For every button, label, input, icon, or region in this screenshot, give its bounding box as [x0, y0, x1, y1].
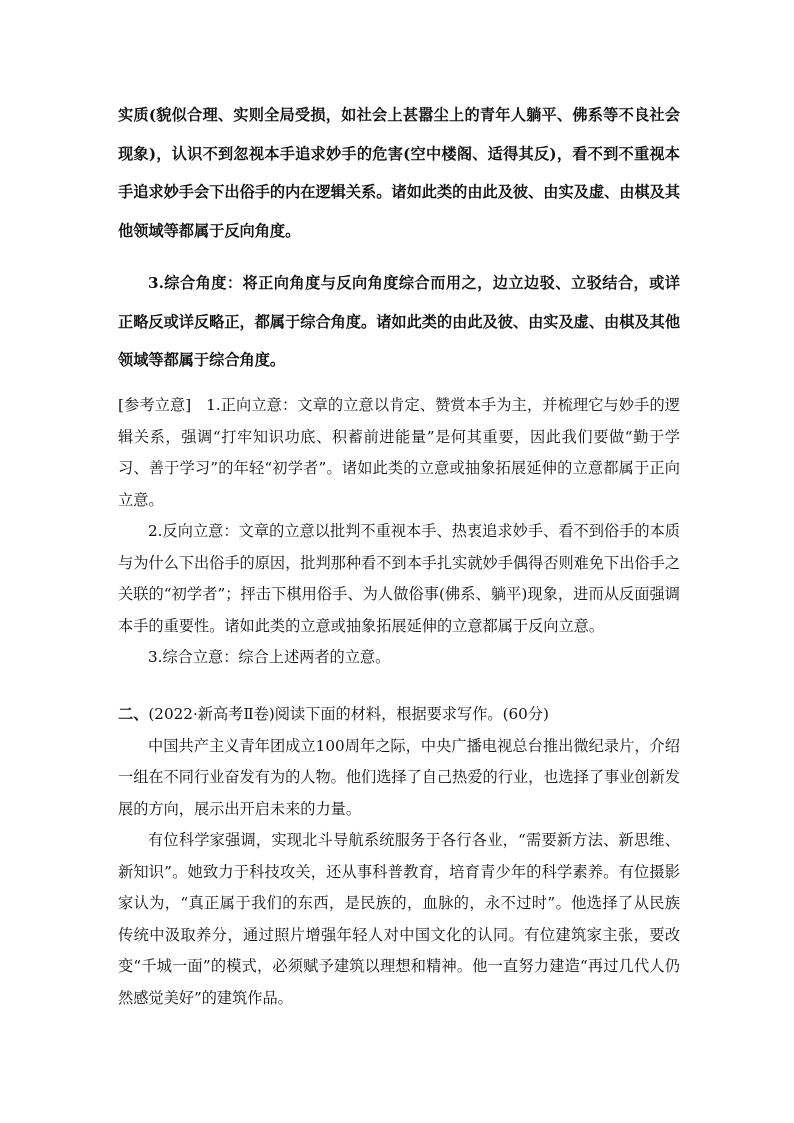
reference-ideas-section	[118, 390, 680, 674]
question-two-section	[118, 699, 680, 1014]
reference-item-positive	[118, 390, 680, 516]
synthesis-angle-paragraph: 3.综合角度：将正向角度与反向角度综合而用之，边立边驳、立驳结合，或详正略反或详反略正，都属于综合角度。诸如此类的由此及彼、由实及虚、由棋及其他领域等都属于综合角度。	[118, 274, 680, 369]
reference-item-combined: 3.综合立意：综合上述两者的立意。	[148, 648, 391, 666]
material-paragraph: 有位科学家强调，实现北斗导航系统服务于各行各业，“需要新方法、新思维、新知识”。她致力于科技攻关，还从事科普教育，培育青少年的科学素养。有位摄影家认为，“真正属于我们的东西，是民族的，血脉的，永不过时”。他选择了从民族传统中汲取养分，通过照片增强年轻人对中国文化的认同。有位建筑家主张，要改变“千城一面”的模式，必须赋予建筑以理想和精神。他一直努力建造“再过几代人仍然感觉美好”的建筑作品。	[118, 831, 680, 1007]
analysis-continuation	[118, 96, 680, 250]
material-paragraph: 中国共产主义青年团成立100周年之际，中央广播电视总台推出微纪录片，介绍一组在不同行业奋发有为的人物。他们选择了自己热爱的行业，也选择了事业创新发展的方向，展示出开启未来的力量。	[118, 736, 680, 818]
synthesis-angle-section	[118, 264, 680, 380]
question-two-heading	[118, 699, 680, 731]
reference-label: [参考立意]	[118, 396, 192, 414]
question-prompt: (2022·新高考Ⅱ卷)阅读下面的材料，根据要求写作。(60分)	[148, 705, 549, 723]
reverse-angle-paragraph: 实质(貌似合理、实则全局受损，如社会上甚嚣尘上的青年人躺平、佛系等不良社会现象)，认识不到忽视本手追求妙手的危害(空中楼阁、适得其反)，看不到不重视本手追求妙手会下出俗手的内在逻辑关系。诸如此类的由此及彼、由实及虚、由棋及其他领域等都属于反向角度。	[118, 106, 680, 240]
question-number: 二、	[118, 705, 149, 723]
reference-item-positive-text: 1.正向立意：文章的立意以肯定、赞赏本手为主，并梳理它与妙手的逻辑关系，强调“打牢知识功底、积蓄前进能量”是何其重要，因此我们要做“勤于学习、善于学习”的年轻“初学者”。诸如此类的立意或抽象拓展延伸的立意都属于正向立意。	[118, 396, 680, 509]
reference-item-negative: 2.反向立意：文章的立意以批判不重视本手、热衷追求妙手、看不到俗手的本质与为什么下出俗手的原因，批判那种看不到本手扎实就妙手偶得否则难免下出俗手之关联的“初学者”；抨击下棋用俗手、为人做俗事(佛系、躺平)现象，进而从反面强调本手的重要性。诸如此类的立意或抽象拓展延伸的立意都属于反向立意。	[118, 522, 680, 635]
